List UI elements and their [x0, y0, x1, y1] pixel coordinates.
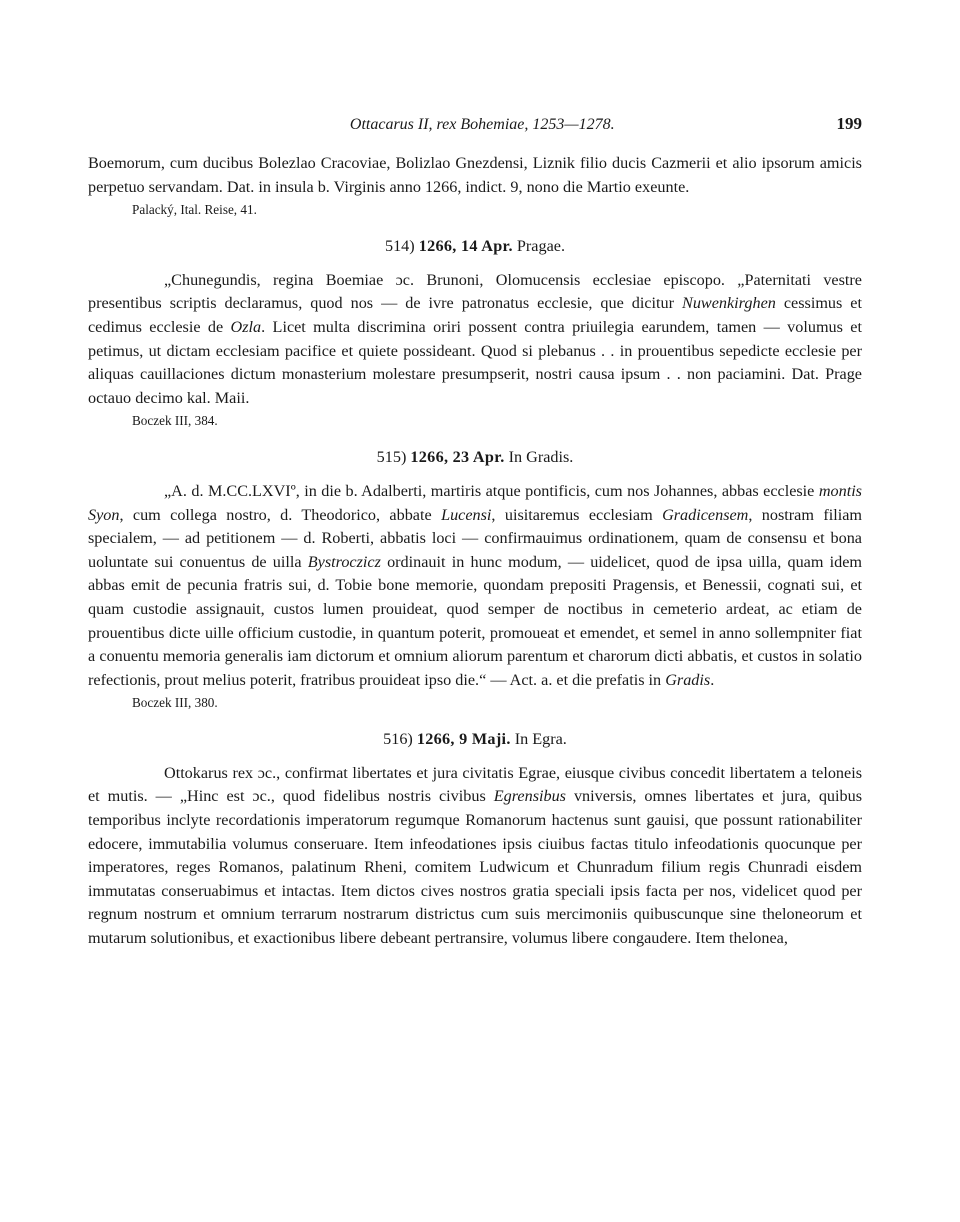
text-run: , cum collega nostro, d. Theodorico, abbate [119, 505, 442, 524]
charter-date: 1266, 14 Apr. [418, 237, 513, 256]
charter-place: In Egra. [514, 730, 567, 749]
charter-number: 515) [376, 448, 407, 467]
italic-name: Ozla [230, 317, 262, 336]
text-run: . [710, 670, 715, 689]
text-run: Ottokarus rex ɔc., confirmat libertates et jura civitatis Egrae, eiusque civibus concedit libertatem a teloneis et mutis. — „Hinc est ɔc., quod fidelibus nostris civibus [88, 763, 862, 806]
text-run: , nostram filiam specialem, — ad petitionem — d. Roberti, abbatis loci — confirmauimus ordinationem, quam de consensu et bona uoluntate sui conuentus de uilla [88, 505, 862, 571]
continuation-paragraph: Boemorum, cum ducibus Bolezlao Cracoviae, Bolizlao Gnezdensi, Liznik filio ducis Cazmerii et alio ipsorum amicis perpetuo servandam. Dat. in insula b. Virginis anno 1266, indict. 9, nono die Martio exeunte. [88, 154, 862, 196]
italic-name: Lucensi [441, 505, 492, 524]
charter-list [88, 235, 862, 950]
italic-name: montis Syon [88, 481, 862, 524]
charter-text [88, 480, 862, 692]
source-citation: Palacký, Ital. Reise, 41. [132, 202, 257, 218]
charter-number: 514) [384, 237, 415, 256]
charter-text [88, 762, 862, 951]
charter-number: 516) [383, 730, 413, 749]
text-run: vniversis, omnes libertates et jura, quibus temporibus inclyte recordationis imperatorum regumque Romanorum hactenus sunt gauisi, que possunt rationabiliter edocere, immutabilia volumus conseruare. Item infeodationes ipsis ciuibus factas titulo infeodationis quocunque per imperatores, reges Romanos, palatinum Rheni, comitem Ludwicum et Chunradum filium regis Chunradi eisdem immutatas conseruabimus et intactas. Item dictos cives nostros gratia speciali ipsis facta per nos, videlicet quod per regnum nostrum et omnium terrarum nostrarum districtus cum suis mercimoniis quibuscunque sine theloneorum et mutarum solutionibus, et exactionibus libere debeant pertransire, volumus libere congaudere. Item thelonea, [88, 787, 863, 948]
charter-entry [88, 446, 862, 714]
italic-name: Gradicensem [662, 505, 749, 524]
text-run: , uisitaremus ecclesiam [491, 505, 663, 524]
italic-name: Egrensibus [493, 787, 566, 806]
charter-entry [88, 728, 862, 950]
charter-text [88, 269, 862, 411]
document-page [88, 112, 862, 951]
running-title: Ottacarus II, rex Bohemiae, 1253—1278. [349, 116, 615, 133]
source-citation: Boczek III, 380. [132, 695, 218, 711]
charter-heading [88, 728, 862, 752]
charter-heading [88, 235, 862, 259]
italic-name: Nuwenkirghen [682, 294, 776, 313]
charter-place: In Gradis. [508, 448, 574, 467]
text-run: ordinauit in hunc modum, — uidelicet, quod de ipsa uilla, quam idem abbas emit de pecunia fratris sui, d. Tobie bone memorie, quondam prepositi Pragensis, et Benessii, cognati sui, et quam custodie assignauit, custos lumen prouideat, quod semper de noctibus in cemeterio ardeat, ac etiam de prouentibus dicte uille officium custodie, in quantum poterit, promoueat et emendet, et semel in anno sollempniter fiat a conuentu memoria generalis iam dictorum et omnium aliorum parentum et charorum dicti abbatis, et custos in solatio refectionis, prout melius poterit, fratribus prouideat ipso die.“ — Act. a. et die prefatis in [88, 552, 862, 689]
charter-date: 1266, 9 Maji. [416, 730, 511, 749]
source-citation: Boczek III, 384. [132, 413, 218, 429]
italic-name: Gradis [665, 670, 711, 689]
text-run: . Licet multa discrimina oriri possent contra priuilegia earundem, tamen — volumus et petimus, ut dictam ecclesiam pacifice et quiete possideant. Quod si plebanus . . in prouentibus sepedicte ecclesie per aliquas cauillaciones dictum monasterium molestare presumpserit, nostri causa ipsum . . non paciamini. Dat. Prage octauo decimo kal. Maii. [88, 317, 862, 407]
italic-name: Bystroczicz [307, 552, 381, 571]
text-run: „A. d. M.CC.LXVIº, in die b. Adalberti, martiris atque pontificis, cum nos Johannes, abbas ecclesie [164, 481, 819, 500]
text-run: „Chunegundis, regina Boemiae ɔc. Brunoni, Olomucensis ecclesiae episcopo. „Paternitati vestre presentibus scriptis declaramus, quod nos — de ivre patronatus ecclesie, que dicitur [88, 270, 862, 313]
text-run: cessimus et cedimus ecclesie de [88, 294, 862, 336]
charter-place: Pragae. [516, 237, 565, 256]
charter-date: 1266, 23 Apr. [410, 448, 505, 467]
charter-heading [88, 446, 862, 470]
page-number: 199 [836, 114, 862, 133]
page-header [88, 112, 862, 142]
charter-entry [88, 235, 862, 432]
